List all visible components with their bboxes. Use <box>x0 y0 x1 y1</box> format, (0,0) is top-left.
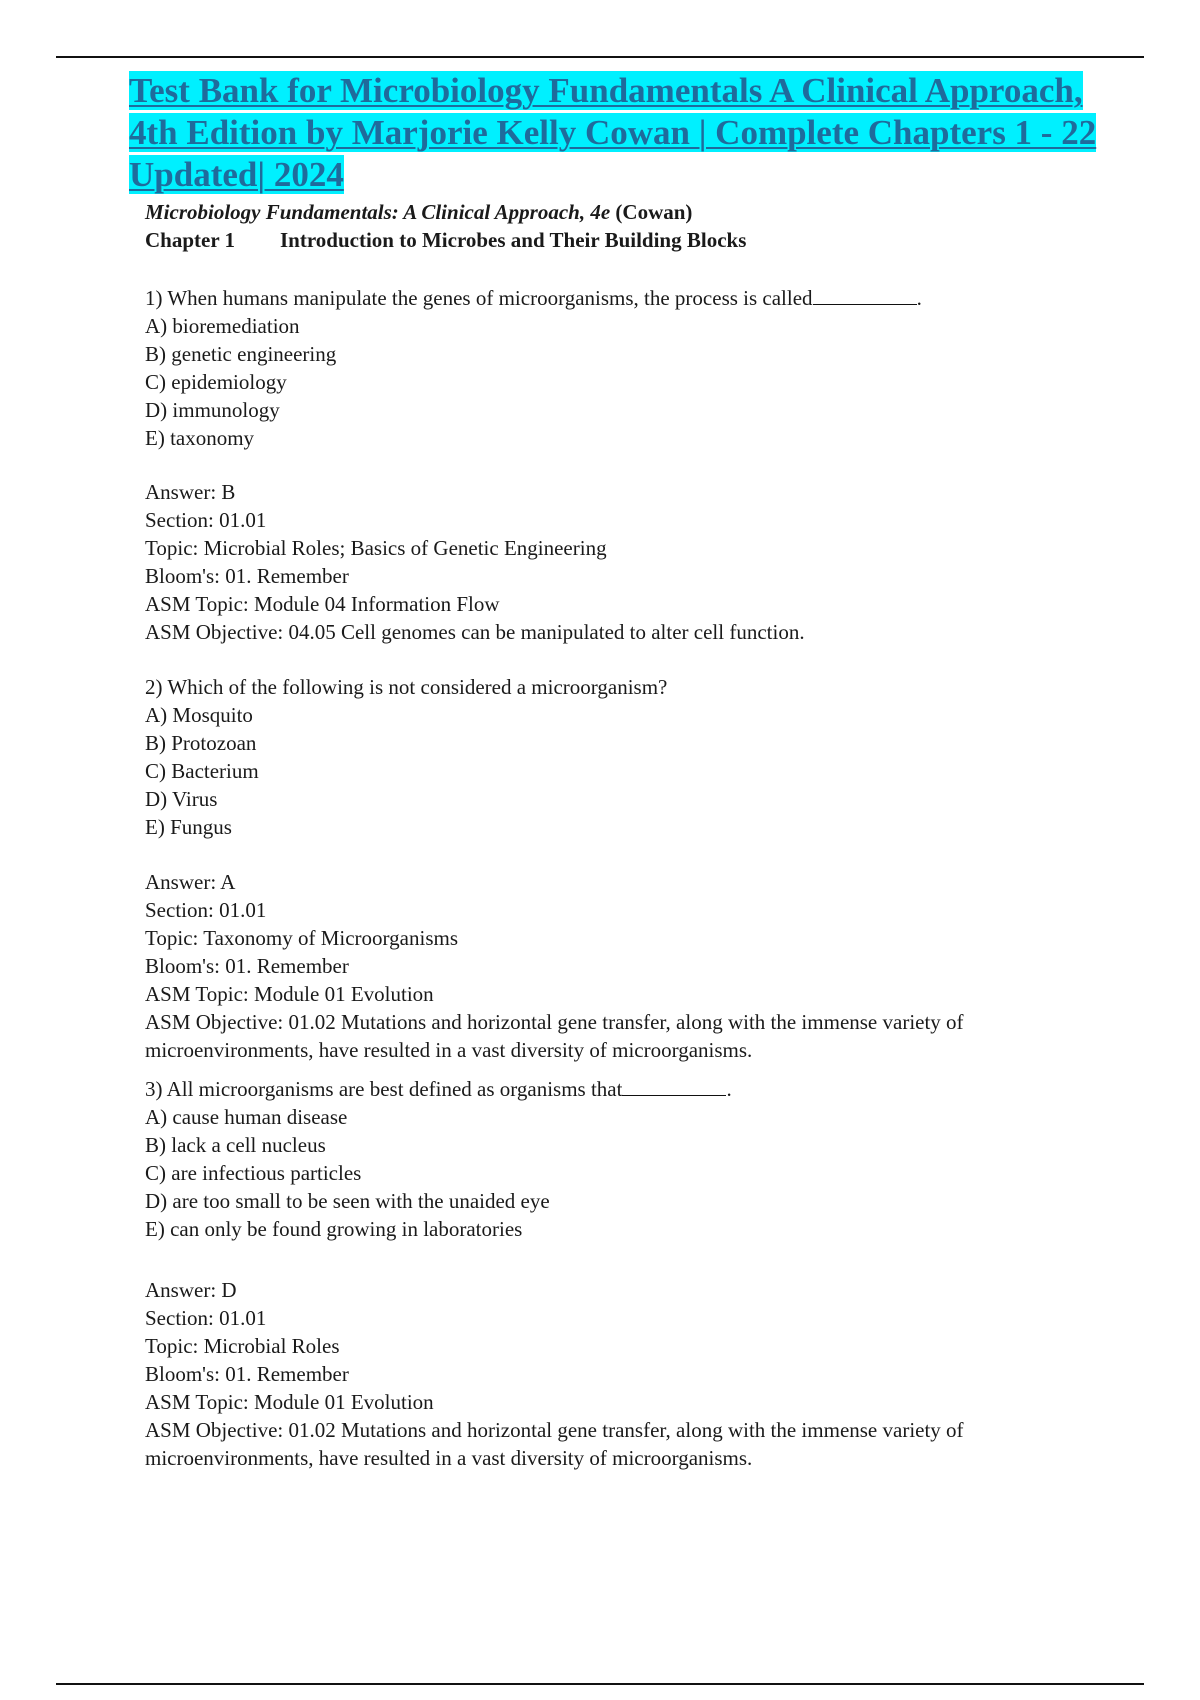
book-title-line <box>145 198 1125 226</box>
asm-topic-line: ASM Topic: Module 04 Information Flow <box>145 592 500 616</box>
option-e: E) taxonomy <box>145 426 255 450</box>
option-a: A) cause human disease <box>145 1105 348 1129</box>
option-a: A) bioremediation <box>145 314 300 338</box>
document-title-link[interactable]: Test Bank for Microbiology Fundamentals A Clinical Approach, 4th Edition by Marjorie Kelly Cowan | Complete Chapters 1 - 22 Updated| 2024 <box>129 71 1097 194</box>
answer-block <box>145 478 1125 646</box>
question-3 <box>145 1075 1125 1472</box>
asm-objective-line: ASM Objective: 01.02 Mutations and horizontal gene transfer, along with the immense variety of microenvironments, have resulted in a vast diversity of microorganisms. <box>145 1418 964 1470</box>
option-c: C) Bacterium <box>145 759 259 783</box>
question-2 <box>145 673 1125 1064</box>
chapter-heading <box>145 226 1125 254</box>
answer-line: Answer: A <box>145 870 236 894</box>
answer-block <box>145 1276 1125 1472</box>
top-rule <box>56 56 1144 58</box>
section-line: Section: 01.01 <box>145 508 267 532</box>
answer-blank <box>813 286 917 305</box>
book-title: Microbiology Fundamentals: A Clinical Approach, 4e <box>145 200 611 224</box>
option-c: C) are infectious particles <box>145 1161 362 1185</box>
blooms-line: Bloom's: 01. Remember <box>145 1362 349 1386</box>
option-d: D) immunology <box>145 398 280 422</box>
asm-objective-line: ASM Objective: 01.02 Mutations and horizontal gene transfer, along with the immense variety of microenvironments, have resulted in a vast diversity of microorganisms. <box>145 1010 964 1062</box>
question-stem <box>145 284 1125 312</box>
chapter-title: Introduction to Microbes and Their Building Blocks <box>280 228 747 252</box>
topic-line: Topic: Taxonomy of Microorganisms <box>145 926 459 950</box>
question-stem <box>145 1075 1125 1103</box>
section-line: Section: 01.01 <box>145 898 267 922</box>
blooms-line: Bloom's: 01. Remember <box>145 954 349 978</box>
answer-block <box>145 868 1125 1064</box>
topic-line: Topic: Microbial Roles <box>145 1334 340 1358</box>
option-b: B) lack a cell nucleus <box>145 1133 326 1157</box>
answer-line: Answer: B <box>145 480 236 504</box>
book-author: (Cowan) <box>615 200 693 224</box>
option-d: D) Virus <box>145 787 218 811</box>
topic-line: Topic: Microbial Roles; Basics of Genetic Engineering <box>145 536 607 560</box>
asm-topic-line: ASM Topic: Module 01 Evolution <box>145 982 434 1006</box>
answer-blank <box>622 1077 726 1096</box>
option-e: E) can only be found growing in laboratories <box>145 1217 523 1241</box>
option-b: B) Protozoan <box>145 731 257 755</box>
question-stem <box>145 673 1125 701</box>
blooms-line: Bloom's: 01. Remember <box>145 564 349 588</box>
option-d: D) are too small to be seen with the unaided eye <box>145 1189 550 1213</box>
document-title[interactable] <box>129 70 1139 196</box>
question-stem-end: . <box>916 286 922 310</box>
page-content <box>145 198 1125 1472</box>
section-line: Section: 01.01 <box>145 1306 267 1330</box>
option-a: A) Mosquito <box>145 703 253 727</box>
question-stem-text: 3) All microorganisms are best defined as organisms that <box>145 1077 623 1101</box>
question-1 <box>145 284 1125 646</box>
asm-objective-line: ASM Objective: 04.05 Cell genomes can be manipulated to alter cell function. <box>145 620 805 644</box>
option-b: B) genetic engineering <box>145 342 337 366</box>
answer-line: Answer: D <box>145 1278 237 1302</box>
option-e: E) Fungus <box>145 815 232 839</box>
asm-topic-line: ASM Topic: Module 01 Evolution <box>145 1390 434 1414</box>
question-stem-text: 1) When humans manipulate the genes of microorganisms, the process is called <box>145 286 813 310</box>
option-c: C) epidemiology <box>145 370 287 394</box>
question-stem-end: . <box>726 1077 732 1101</box>
bottom-rule <box>56 1683 1144 1685</box>
chapter-number: Chapter 1 <box>145 228 236 252</box>
question-stem-text: 2) Which of the following is not considered a microorganism? <box>145 675 668 699</box>
